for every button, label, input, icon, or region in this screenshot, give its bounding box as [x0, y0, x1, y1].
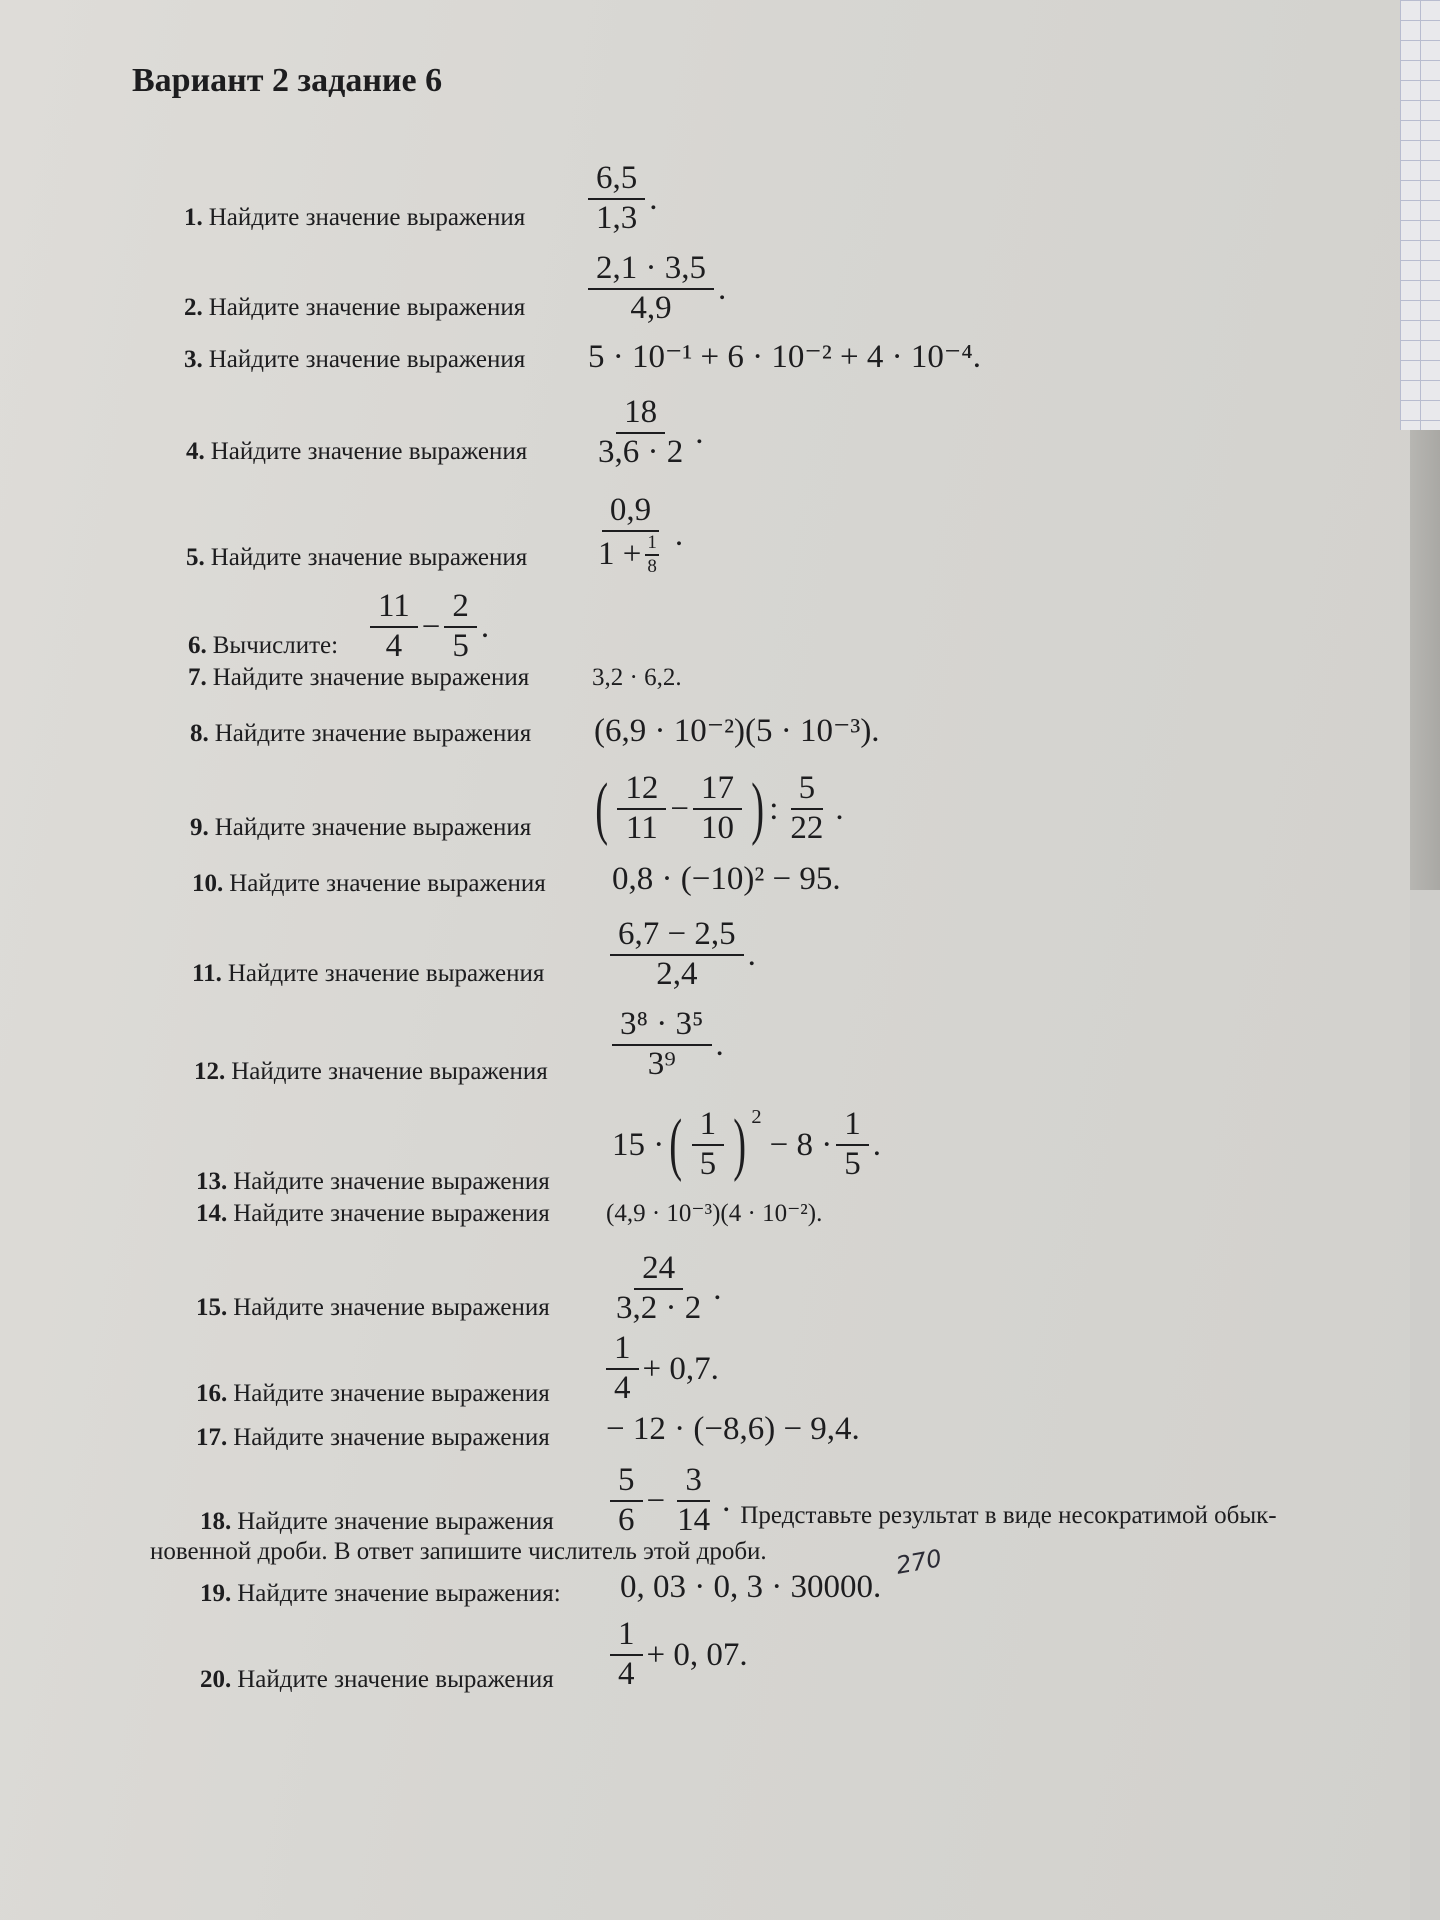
problem-instruction-continued: новенной дроби. В ответ запишите числитель этой дроби. [150, 1538, 767, 1565]
problem-number: 17. [196, 1424, 228, 1451]
problem-number: 5. [186, 544, 205, 571]
fraction: $\frac{6,5}{1,3}$ [588, 160, 645, 238]
problem-prompt: Найдите значение выражения [229, 870, 546, 897]
fraction: $\frac{5}{22}$ [790, 770, 824, 847]
problem-prompt: Найдите значение выражения [212, 664, 530, 691]
problem-number: 11. [192, 960, 222, 987]
problem-prompt: Найдите значение выражения [208, 294, 526, 321]
fraction: 0,9 1 + $\frac{1}{8}$ [590, 492, 671, 578]
problem-prompt: Найдите значение выражения [237, 1508, 554, 1535]
math-expression: 0,9 1 + $\frac{1}{8}$ . [586, 492, 683, 578]
fraction: $\frac{18}{3,6 \cdot 2}$ [598, 394, 684, 471]
problem-prompt: Найдите значение выражения [233, 1380, 550, 1407]
fraction: $\frac{12}{11}$ [617, 770, 666, 848]
math-expression: $\frac{2,1 \cdot 3,5}{4,9}$ . [584, 250, 726, 328]
problem-instruction: Представьте результат в виде несократимой обык- [740, 1502, 1277, 1529]
problem-number: 1. [184, 204, 203, 231]
math-expression: (4,9 · 10⁻³)(4 · 10⁻²). [606, 1200, 823, 1227]
math-expression: $\frac{\text{3⁸ · 3⁵}}{\text{3⁹}}$ . [608, 1006, 724, 1084]
fraction: $\frac{1}{5}$ [836, 1106, 869, 1184]
fraction: $\frac{17}{10}$ [693, 770, 742, 848]
fraction: $\frac{1}{5}$ [692, 1106, 725, 1184]
math-expression: $\frac{11}{4}$ − $\frac{2}{5}$ . [366, 588, 489, 666]
fraction: $\frac{1}{4}$ [610, 1616, 643, 1694]
problem-prompt: Найдите значение выражения [210, 438, 528, 465]
problem-prompt: Найдите значение выражения [214, 720, 532, 747]
problem-number: 14. [196, 1200, 228, 1227]
problem-prompt: Найдите значение выражения [208, 204, 526, 231]
problem-number: 12. [194, 1058, 226, 1085]
fraction: $\frac{24}{3,2 \cdot 2}$ [616, 1250, 702, 1327]
problem-number: 7. [188, 664, 207, 691]
worksheet-title: Вариант 2 задание 6 [132, 62, 443, 99]
fraction: $\frac{2}{5}$ [444, 588, 477, 666]
fraction: $\frac{2,1 \cdot 3,5}{4,9}$ [588, 250, 714, 328]
math-expression: 3,2 · 6,2. [592, 664, 682, 691]
fraction: $\frac{3}{14}$ [677, 1462, 711, 1539]
problem-number: 16. [196, 1380, 228, 1407]
math-expression: $\frac{1}{4}$ + 0, 07. [606, 1616, 748, 1694]
math-expression: $\frac{1}{4}$ + 0,7. [602, 1330, 719, 1408]
problem-prompt: Найдите значение выражения [237, 1666, 554, 1693]
fraction: $\frac{\text{3⁸ · 3⁵}}{\text{3⁹}}$ [612, 1006, 712, 1084]
problem-number: 8. [190, 720, 209, 747]
handwritten-answer: 270 [893, 1544, 944, 1580]
math-expression: $\frac{6,7 - 2,5}{2,4}$ . [606, 916, 756, 994]
problem-prompt: Найдите значение выражения [210, 544, 528, 571]
fraction: $\frac{5}{6}$ [610, 1462, 643, 1540]
problem-number: 13. [196, 1168, 228, 1195]
problem-number: 9. [190, 814, 209, 841]
problem-prompt: Найдите значение выражения [233, 1200, 550, 1227]
fraction: $\frac{11}{4}$ [370, 588, 418, 666]
math-expression: $\frac{24}{3,2 \cdot 2}$ . [604, 1250, 722, 1328]
fraction: $\frac{6,7 - 2,5}{2,4}$ [610, 916, 744, 994]
fraction: $\frac{1}{8}$ [647, 532, 657, 578]
problem-prompt: Найдите значение выражения [233, 1294, 550, 1321]
fraction: $\frac{1}{4}$ [606, 1330, 639, 1408]
math-expression: (6,9 · 10⁻²)(5 · 10⁻³). [594, 713, 880, 749]
problem-number: 20. [200, 1666, 232, 1693]
math-expression: $\frac{6,5}{1,3}$ . [584, 160, 658, 238]
problem-number: 15. [196, 1294, 228, 1321]
problem-number: 10. [192, 870, 224, 897]
problem-prompt: Найдите значение выражения: [237, 1580, 561, 1607]
graph-paper-edge [1400, 0, 1440, 430]
problem-prompt: Найдите значение выражения [233, 1424, 550, 1451]
problem-prompt: Найдите значение выражения [231, 1058, 548, 1085]
problem-number: 2. [184, 294, 203, 321]
math-expression: − 12 · (−8,6) − 9,4. [606, 1411, 860, 1447]
math-expression: ( $\frac{12}{11}$ − $\frac{17}{10}$ ) : $\frac{5}{22}$ . [595, 770, 844, 848]
problem-number: 18. [200, 1508, 232, 1535]
problem-number: 19. [200, 1580, 232, 1607]
problem-number: 3. [184, 346, 203, 373]
problem-prompt: Вычислите: [212, 632, 339, 659]
problem-number: 4. [186, 438, 205, 465]
math-expression: $\frac{18}{3,6 \cdot 2}$ . [586, 394, 704, 472]
problem-prompt: Найдите значение выражения [214, 814, 532, 841]
math-expression: $\frac{5}{6}$ − $\frac{3}{14}$ . Представьте результат в виде несократимой обык- [606, 1462, 1277, 1540]
math-expression: 15 · ( $\frac{1}{5}$ ) $^2$ − 8 · $\frac{1}{5}$ . [612, 1106, 881, 1184]
math-expression: 0,8 · (−10)² − 95. [612, 861, 841, 897]
problem-number: 6. [188, 632, 207, 659]
paper-stack-edge [1410, 430, 1440, 890]
math-expression: 5 · 10⁻¹ + 6 · 10⁻² + 4 · 10⁻⁴. [588, 339, 981, 375]
problem-prompt: Найдите значение выражения [227, 960, 545, 987]
problem-prompt: Найдите значение выражения [233, 1168, 550, 1195]
math-expression: 0, 03 · 0, 3 · 30000. [620, 1569, 882, 1605]
problem-prompt: Найдите значение выражения [208, 346, 526, 373]
